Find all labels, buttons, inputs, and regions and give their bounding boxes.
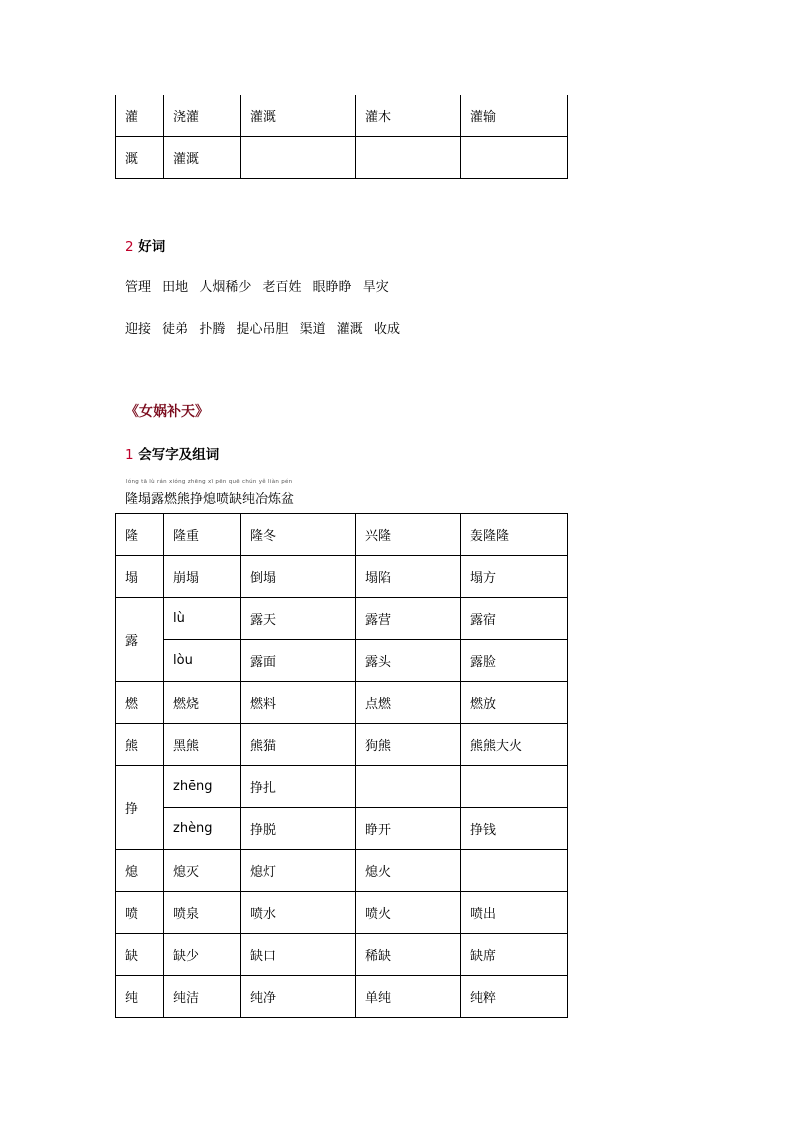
table-cell: 熊猫 xyxy=(241,724,356,766)
table-cell: 熄火 xyxy=(356,850,461,892)
table-cell: zhèng xyxy=(164,808,241,850)
table-cell: 露天 xyxy=(241,598,356,640)
word: 灌溉 xyxy=(336,322,363,337)
table-cell: 塌陷 xyxy=(356,556,461,598)
table-cell: 熄 xyxy=(116,850,164,892)
table-row xyxy=(116,598,568,640)
table-cell: 露 xyxy=(116,598,164,682)
section-number: 1 xyxy=(125,447,134,463)
table-cell: 塌方 xyxy=(461,556,568,598)
table-cell: 崩塌 xyxy=(164,556,241,598)
chars-heading xyxy=(125,443,219,463)
table-row xyxy=(116,808,568,850)
table-cell: 轰隆隆 xyxy=(461,514,568,556)
table-cell: 纯粹 xyxy=(461,976,568,1018)
table-cell: 灌输 xyxy=(461,95,568,137)
table-cell: 燃烧 xyxy=(164,682,241,724)
table-cell: 露面 xyxy=(241,640,356,682)
table-cell: 纯 xyxy=(116,976,164,1018)
word: 旱灾 xyxy=(362,280,389,295)
table-cell: 燃料 xyxy=(241,682,356,724)
table-cell: 溉 xyxy=(116,137,164,179)
table-row xyxy=(116,137,568,179)
table-row xyxy=(116,640,568,682)
table-cell: 塌 xyxy=(116,556,164,598)
table-cell: 熊熊大火 xyxy=(461,724,568,766)
table-cell: 灌 xyxy=(116,95,164,137)
table-row xyxy=(116,766,568,808)
table-cell: 黑熊 xyxy=(164,724,241,766)
table-cell: 燃放 xyxy=(461,682,568,724)
table-cell: 睁开 xyxy=(356,808,461,850)
word: 管理 xyxy=(125,280,152,295)
table-cell: 缺少 xyxy=(164,934,241,976)
table-cell: 纯净 xyxy=(241,976,356,1018)
table-cell: 隆冬 xyxy=(241,514,356,556)
table-row xyxy=(116,514,568,556)
table-cell: 熊 xyxy=(116,724,164,766)
table-cell: 缺席 xyxy=(461,934,568,976)
word: 提心吊胆 xyxy=(236,322,289,337)
lesson-title: 《女娲补天》 xyxy=(125,404,209,420)
table-cell: 挣 xyxy=(116,766,164,850)
characters-line: 隆塌露燃熊挣熄喷缺纯冶炼盆 xyxy=(125,492,295,507)
table-row xyxy=(116,682,568,724)
table-cell: 露宿 xyxy=(461,598,568,640)
table-cell: 单纯 xyxy=(356,976,461,1018)
word: 眼睁睁 xyxy=(312,280,352,295)
table-cell: 隆重 xyxy=(164,514,241,556)
table-cell: 纯洁 xyxy=(164,976,241,1018)
table-cell: 稀缺 xyxy=(356,934,461,976)
table-cell xyxy=(356,766,461,808)
table-cell: 喷火 xyxy=(356,892,461,934)
table-cell: 喷 xyxy=(116,892,164,934)
word: 田地 xyxy=(162,280,189,295)
word: 老百姓 xyxy=(262,280,302,295)
word: 人烟稀少 xyxy=(199,280,252,295)
table-cell: 挣扎 xyxy=(241,766,356,808)
table-cell: lù xyxy=(164,598,241,640)
table-row xyxy=(116,95,568,137)
table-cell xyxy=(461,137,568,179)
table-cell: 露脸 xyxy=(461,640,568,682)
word: 收成 xyxy=(373,322,400,337)
table-cell xyxy=(241,137,356,179)
table-cell: 狗熊 xyxy=(356,724,461,766)
table-row xyxy=(116,934,568,976)
table-cell: 缺口 xyxy=(241,934,356,976)
table-cell: 灌溉 xyxy=(241,95,356,137)
table-cell: 点燃 xyxy=(356,682,461,724)
table-cell: 缺 xyxy=(116,934,164,976)
table-cell: 兴隆 xyxy=(356,514,461,556)
table-cell: 熄灯 xyxy=(241,850,356,892)
table-cell: 燃 xyxy=(116,682,164,724)
word: 迎接 xyxy=(125,322,152,337)
table-row xyxy=(116,724,568,766)
table-cell: 隆 xyxy=(116,514,164,556)
vocab-table-guan xyxy=(115,95,568,179)
pinyin-line: lóng tā lù rán xióng zhēng xī pēn quē chún yě liàn pén xyxy=(126,479,293,485)
word: 扑腾 xyxy=(199,322,226,337)
good-words-heading xyxy=(125,235,165,255)
table-cell: lòu xyxy=(164,640,241,682)
table-row xyxy=(116,976,568,1018)
table-cell: 倒塌 xyxy=(241,556,356,598)
table-cell xyxy=(356,137,461,179)
table-cell: 露头 xyxy=(356,640,461,682)
table-row xyxy=(116,892,568,934)
table-cell: 露营 xyxy=(356,598,461,640)
word: 渠道 xyxy=(299,322,326,337)
table-cell: 熄灭 xyxy=(164,850,241,892)
section-heading: 会写字及组词 xyxy=(138,447,220,463)
word: 徒弟 xyxy=(162,322,189,337)
section-heading: 好词 xyxy=(138,239,166,255)
table-cell xyxy=(461,850,568,892)
table-row xyxy=(116,556,568,598)
table-cell: 喷泉 xyxy=(164,892,241,934)
good-words-line-1 xyxy=(125,276,396,295)
section-number: 2 xyxy=(125,239,134,255)
table-cell: 挣脱 xyxy=(241,808,356,850)
table-cell: 喷出 xyxy=(461,892,568,934)
vocab-table-chars xyxy=(115,513,568,1018)
table-cell xyxy=(461,766,568,808)
table-cell: 灌木 xyxy=(356,95,461,137)
table-row xyxy=(116,850,568,892)
table-cell: 喷水 xyxy=(241,892,356,934)
good-words-line-2 xyxy=(125,318,407,337)
table-cell: 灌溉 xyxy=(164,137,241,179)
table-cell: 挣钱 xyxy=(461,808,568,850)
table-cell: zhēng xyxy=(164,766,241,808)
table-cell: 浇灌 xyxy=(164,95,241,137)
